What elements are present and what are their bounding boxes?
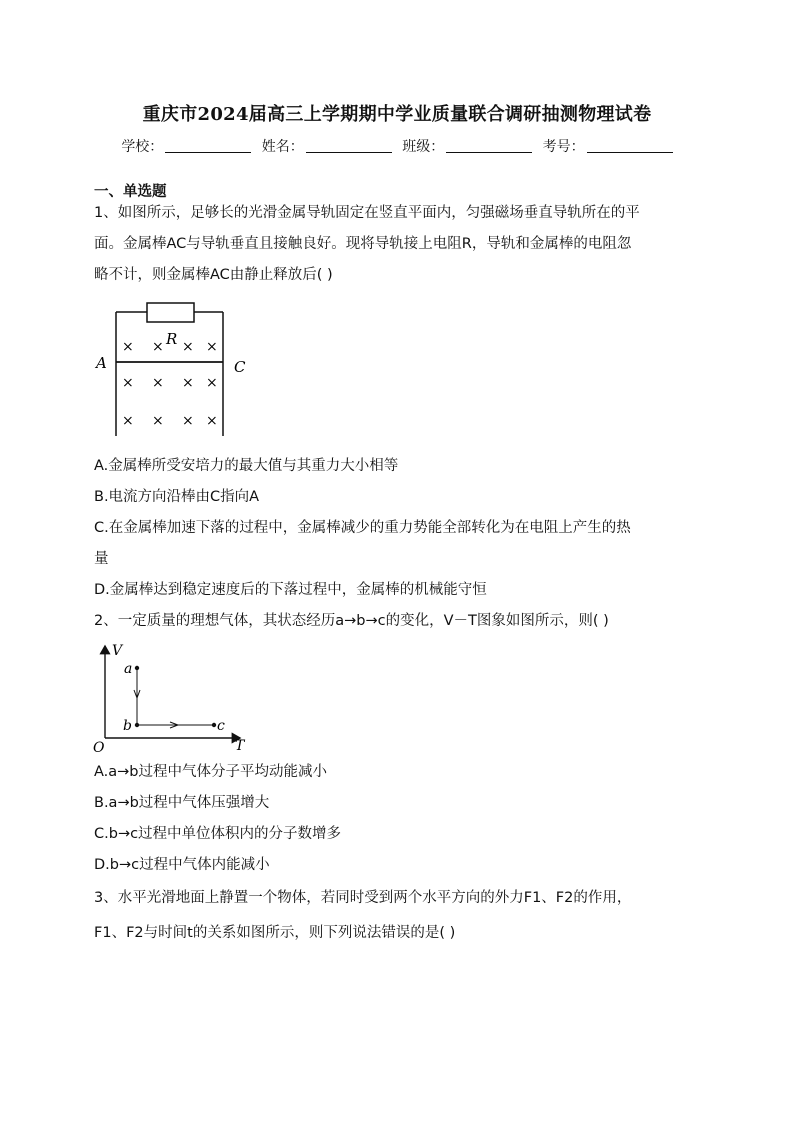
q2-option-c: C.b→c过程中单位体积内的分子数增多 [94, 826, 342, 842]
exam-title: 重庆市2024届高三上学期期中学业质量联合调研抽测物理试卷 [142, 104, 652, 125]
field-mark: × [122, 413, 134, 429]
q1-stem-line-2: 面。金属棒AC与导轨垂直且接触良好。现将导轨接上电阻R，导轨和金属棒的电阻忽 [94, 236, 632, 252]
label-c: C [234, 358, 246, 376]
q2-option-a: A.a→b过程中气体分子平均动能减小 [94, 764, 328, 780]
field-mark: × [122, 375, 134, 391]
q3-stem-line-2: F1、F2与时间t的关系如图所示，则下列说法错误的是( ) [94, 925, 456, 941]
q1-stem-line-3: 略不计，则金属棒AC由静止释放后( ) [94, 267, 333, 283]
q1-option-a: A.金属棒所受安培力的最大值与其重力大小相等 [94, 458, 399, 474]
field-mark: × [122, 339, 134, 355]
q2-vt-graph [90, 640, 260, 755]
q3-stem-line-1: 3、水平光滑地面上静置一个物体，若同时受到两个水平方向的外力F1、F2的作用， [94, 890, 632, 906]
point-b [135, 723, 139, 727]
point-a-label: a [124, 661, 133, 677]
point-b-label: b [123, 718, 132, 734]
field-mark: × [206, 375, 218, 391]
q1-figure-rails [90, 296, 260, 441]
field-mark: × [152, 339, 164, 355]
school-field[interactable]: 学校： [121, 136, 251, 156]
q1-stem-line-1: 1、如图所示，足够长的光滑金属导轨固定在竖直平面内，匀强磁场垂直导轨所在的平 [94, 205, 640, 221]
section-heading: 一、单选题 [94, 184, 167, 200]
origin-label: O [93, 740, 105, 755]
field-mark: × [182, 375, 194, 391]
q1-option-d: D.金属棒达到稳定速度后的下落过程中，金属棒的机械能守恒 [94, 582, 487, 598]
q1-option-c-continued: 量 [94, 551, 109, 567]
field-mark: × [206, 413, 218, 429]
label-r: R [166, 330, 178, 348]
resistor [147, 303, 194, 322]
exam-number-field[interactable]: 考号： [543, 136, 673, 156]
q2-option-d: D.b→c过程中气体内能减小 [94, 857, 270, 873]
point-c-label: c [217, 718, 225, 734]
field-mark: × [206, 339, 218, 355]
y-axis-label: V [112, 643, 123, 659]
x-axis-label: T [235, 738, 245, 754]
label-a: A [96, 354, 107, 372]
q1-option-b: B.电流方向沿棒由C指向A [94, 489, 260, 505]
point-a [135, 666, 139, 670]
field-mark: × [152, 413, 164, 429]
name-field[interactable]: 姓名： [262, 136, 392, 156]
field-mark: × [152, 375, 164, 391]
class-field[interactable]: 班级： [402, 136, 532, 156]
q1-option-c: C.在金属棒加速下落的过程中，金属棒减少的重力势能全部转化为在电阻上产生的热 [94, 520, 631, 536]
field-mark: × [182, 413, 194, 429]
q2-option-b: B.a→b过程中气体压强增大 [94, 795, 270, 811]
student-info-line [0, 136, 794, 156]
field-mark: × [182, 339, 194, 355]
q2-stem: 2、一定质量的理想气体，其状态经历a→b→c的变化，V－T图象如图所示，则( ) [94, 613, 609, 629]
point-c [212, 723, 216, 727]
